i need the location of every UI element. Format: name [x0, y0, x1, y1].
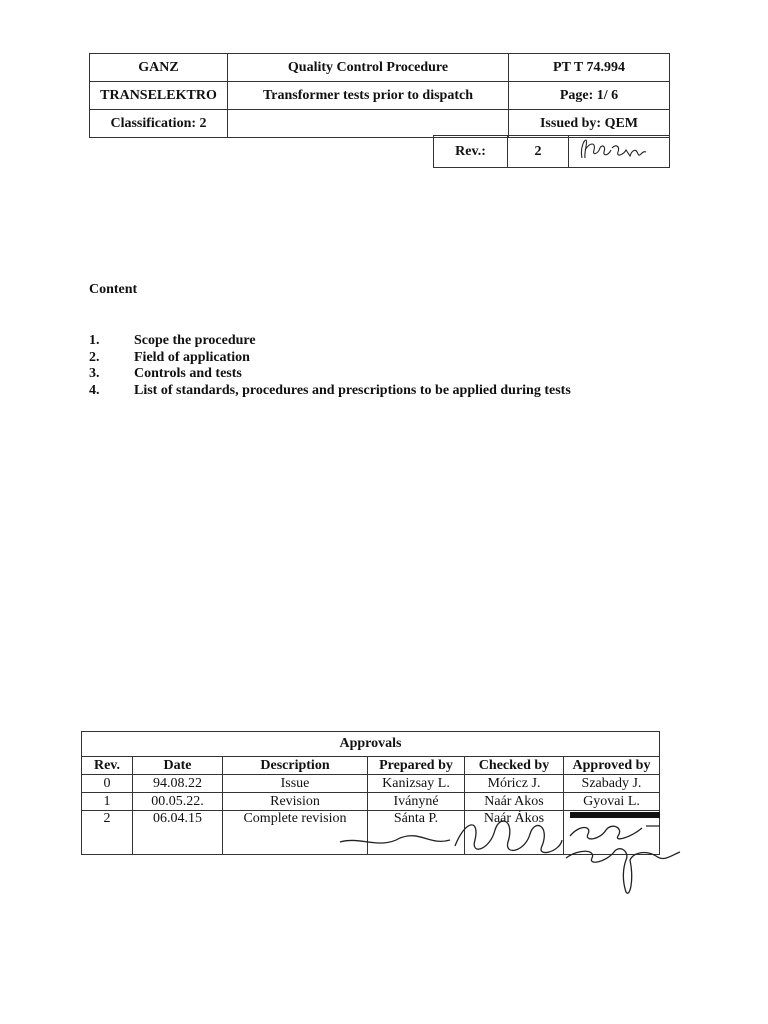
cell-prepared-by: Sánta P. [368, 811, 465, 855]
list-item [89, 383, 571, 400]
column-header-checked-by: Checked by [465, 757, 564, 775]
cell-date: 06.04.15 [133, 811, 223, 855]
issued-by: Issued by: QEM [509, 110, 670, 138]
rev-signature-cell [569, 136, 670, 168]
cell-checked-by: Naár Akos [465, 793, 564, 811]
signature-prepared-by [340, 836, 450, 843]
classification: Classification: 2 [90, 110, 228, 138]
cell-checked-by: Naár Ákos [465, 811, 564, 855]
column-header-prepared-by: Prepared by [368, 757, 465, 775]
list-item-number: 2. [89, 349, 100, 365]
column-header-date: Date [133, 757, 223, 775]
column-header-description: Description [223, 757, 368, 775]
cell-rev: 2 [82, 811, 133, 855]
company-name-line2: TRANSELEKTRO [90, 82, 228, 110]
cell-description: Revision [223, 793, 368, 811]
cell-date: 94.08.22 [133, 775, 223, 793]
procedure-type: Quality Control Procedure [228, 54, 509, 82]
header-empty-cell [228, 110, 509, 138]
list-item-text: Scope the procedure [134, 333, 256, 348]
list-item-text: Field of application [134, 349, 250, 365]
table-of-contents [89, 333, 571, 399]
cell-prepared-by: Iványné [368, 793, 465, 811]
cell-prepared-by: Kanizsay L. [368, 775, 465, 793]
column-header-approved-by: Approved by [564, 757, 660, 775]
list-item [89, 366, 571, 383]
signature-approved-by-lower [566, 849, 680, 893]
cell-approved-by: Szabady J. [564, 775, 660, 793]
list-item-text: Controls and tests [134, 366, 242, 381]
cell-checked-by: Móricz J. [465, 775, 564, 793]
list-item [89, 350, 571, 367]
column-header-rev: Rev. [82, 757, 133, 775]
cell-rev: 0 [82, 775, 133, 793]
document-number: PT T 74.994 [509, 54, 670, 82]
cell-rev: 1 [82, 793, 133, 811]
rev-label: Rev.: [434, 136, 508, 168]
cell-approved-by: Gyovai L. [564, 793, 660, 811]
approvals-title: Approvals [82, 732, 660, 757]
rev-value: 2 [508, 136, 569, 168]
handwritten-signature [576, 136, 662, 162]
cell-date: 00.05.22. [133, 793, 223, 811]
signature-checked-by [455, 821, 562, 853]
list-item-text: List of standards, procedures and prescriptions to be applied during tests [134, 382, 571, 398]
redaction-bar [570, 812, 660, 818]
list-item [89, 333, 571, 350]
cell-description: Issue [223, 775, 368, 793]
table-row [82, 775, 660, 793]
content-heading: Content [89, 282, 138, 297]
company-name-line1: GANZ [90, 54, 228, 82]
cell-description: Complete revision [223, 811, 368, 855]
document-header-table [89, 53, 670, 138]
signature-approved-by-upper [570, 826, 660, 839]
page-number: Page: 1/ 6 [509, 82, 670, 110]
list-item-number: 4. [89, 382, 100, 398]
revision-table [433, 135, 670, 168]
approval-signatures [330, 800, 690, 900]
list-item-number: 3. [89, 366, 100, 381]
procedure-title: Transformer tests prior to dispatch [228, 82, 509, 110]
list-item-number: 1. [89, 333, 100, 348]
